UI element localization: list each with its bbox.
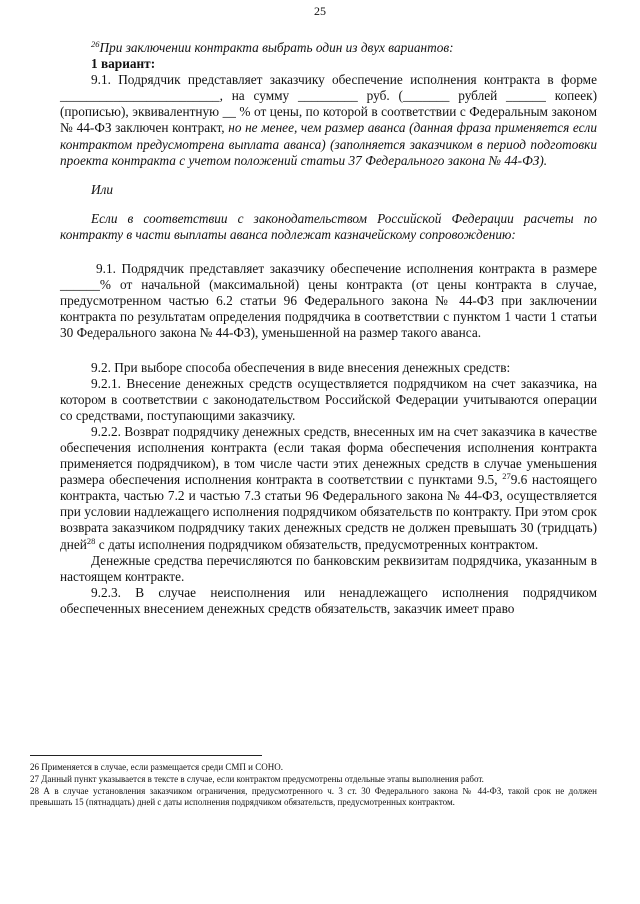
variant-heading: 1 вариант: [91, 56, 156, 72]
footnote-ref-28: 28 [86, 535, 96, 546]
variant1-paragraph [60, 72, 597, 169]
footnote-28: 28 А в случае установления заказчиком ограничения, предусмотренного ч. 3 ст. 30 Федерального закона № 44-ФЗ, такой срок не должен превышать 15 (пятнадцать) дней с даты исполнения подрядчиком обязательств, предусмотренных контрактом. [30, 786, 597, 807]
clause-9-2-2-part3: с даты исполнения подрядчиком обязательств, предусмотренных контрактом. [95, 536, 539, 552]
variant1-italic-note: но не менее, чем размер аванса (данная фраза применяется если контрактом предусмотрена выплата аванса) (заполняется заказчиком в период подготовки проекта контракта с учетом положений статьи 37 Федерального закона № 44-ФЗ). [60, 120, 597, 168]
footnote-26: 26 Применяется в случае, если размещается среди СМП и СОНО. [30, 762, 283, 772]
clause-9-2-2-part1: 9.2.2. Возврат подрядчику денежных средств, внесенных им на счет заказчика в качестве обеспечения исполнения контракта (если такая форма обеспечения исполнения контракта применяется подрядчиком), в том числе части этих денежных средств в случае уменьшения размера обеспечения исполнения контракта в соответствии с пунктами 9.5, [60, 423, 597, 488]
page-number: 25 [314, 4, 326, 18]
intro-note [60, 40, 597, 56]
clause-9-2: 9.2. При выборе способа обеспечения в виде внесения денежных средств: [91, 359, 511, 375]
clause-9-2-3: 9.2.3. В случае неисполнения или ненадлежащего исполнения подрядчиком обеспеченных внесением денежных средств обязательств, заказчик имеет право [60, 584, 597, 616]
document-body [60, 40, 597, 617]
intro-text: При заключении контракта выбрать один из двух вариантов: [99, 40, 454, 55]
variant2-paragraph: 9.1. Подрядчик представляет заказчику обеспечение исполнения контракта в размере ______% от начальной (максимальной) цены контракта (от цены контракта в случае, предусмотренном частью 6.2 статьи 96 Федерального закона № 44-ФЗ при заключении контракта по результатам определения подрядчика в соответствии с пунктом 1 части 1 статьи 30 Федерального закона № 44-ФЗ), уменьшенной на размер такого аванса. [60, 261, 597, 341]
footnotes [30, 755, 597, 809]
footnote-divider [30, 755, 262, 756]
funds-paragraph: Денежные средства перечисляются по банковским реквизитам подрядчика, указанным в настоящем контракте. [60, 552, 597, 584]
variant1-text: 9.1. Подрядчик представляет заказчику обеспечение исполнения контракта в форме ________________________, на сумму _________ руб. (_______ рублей ______ копеек) (прописью), эквивалентную __ % от цены, по которой в соответствии с Федеральным законом № 44-ФЗ заключен контракт, [60, 72, 597, 136]
clause-9-2-2-part2: 9.6 настоящего контракта, частью 7.2 и частью 7.3 статьи 96 Федерального закона № 44-ФЗ, осуществляется при условии надлежащего исполнения подрядчиком обязательств по контракту. При этом срок возврата заказчиком подрядчику таких денежных средств не должен превышать 30 (тридцать) дней [60, 472, 597, 552]
footnote-27: 27 Данный пункт указывается в тексте в случае, если контрактом предусмотрены отдельные этапы выполнения работ. [30, 774, 484, 784]
footnote-ref-27: 27 [502, 471, 511, 482]
footnote-ref-26: 26 [91, 39, 100, 49]
clause-9-2-1: 9.2.1. Внесение денежных средств осуществляется подрядчиком на счет заказчика, на котором в соответствии с законодательством Российской Федерации учитываются операции со средствами, поступающими заказчику. [60, 375, 597, 423]
or-text: Или [91, 181, 114, 197]
condition-text: Если в соответствии с законодательством Российской Федерации расчеты по контракту в части выплаты аванса подлежат казначейскому сопровождению: [60, 210, 597, 242]
clause-9-2-2 [60, 424, 597, 553]
